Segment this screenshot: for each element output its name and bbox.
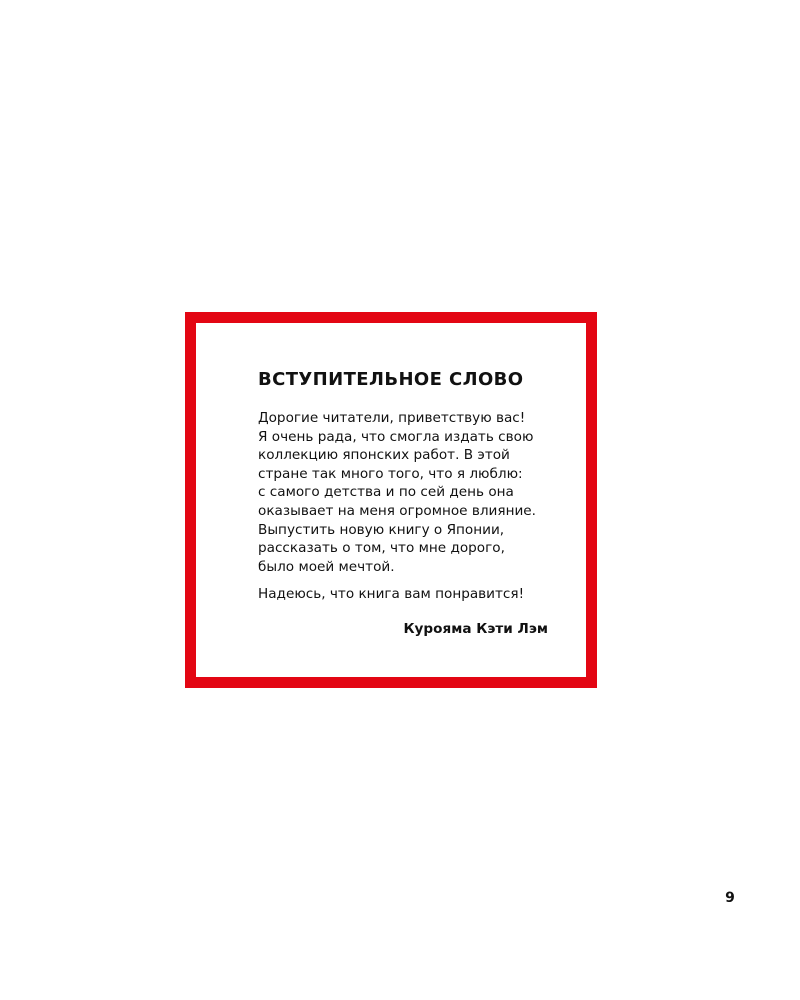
foreword-title: ВСТУПИТЕЛЬНОЕ СЛОВО <box>258 369 524 390</box>
paragraph-line: стране так много того, что я люблю: <box>258 465 523 482</box>
foreword-paragraph-1 <box>258 409 548 576</box>
paragraph-line: с самого детства и по сей день она <box>258 484 514 501</box>
paragraph-line: оказывает на меня огромное влияние. <box>258 502 536 519</box>
foreword-frame <box>185 312 597 688</box>
paragraph-line: было моей мечтой. <box>258 558 395 575</box>
author-signature: Куроямa Кэти Лэм <box>403 620 548 637</box>
foreword-paragraph-2: Надеюсь, что книга вам понравится! <box>258 586 525 603</box>
paragraph-line: Я очень рада, что смогла издать свою <box>258 428 534 445</box>
paragraph-line: Выпустить новую книгу о Японии, <box>258 521 505 538</box>
foreword-content <box>258 367 548 638</box>
page-number: 9 <box>725 890 735 906</box>
paragraph-line: коллекцию японских работ. В этой <box>258 447 510 464</box>
paragraph-line: Дорогие читатели, приветствую вас! <box>258 410 526 426</box>
paragraph-line: рассказать о том, что мне дорого, <box>258 540 505 557</box>
